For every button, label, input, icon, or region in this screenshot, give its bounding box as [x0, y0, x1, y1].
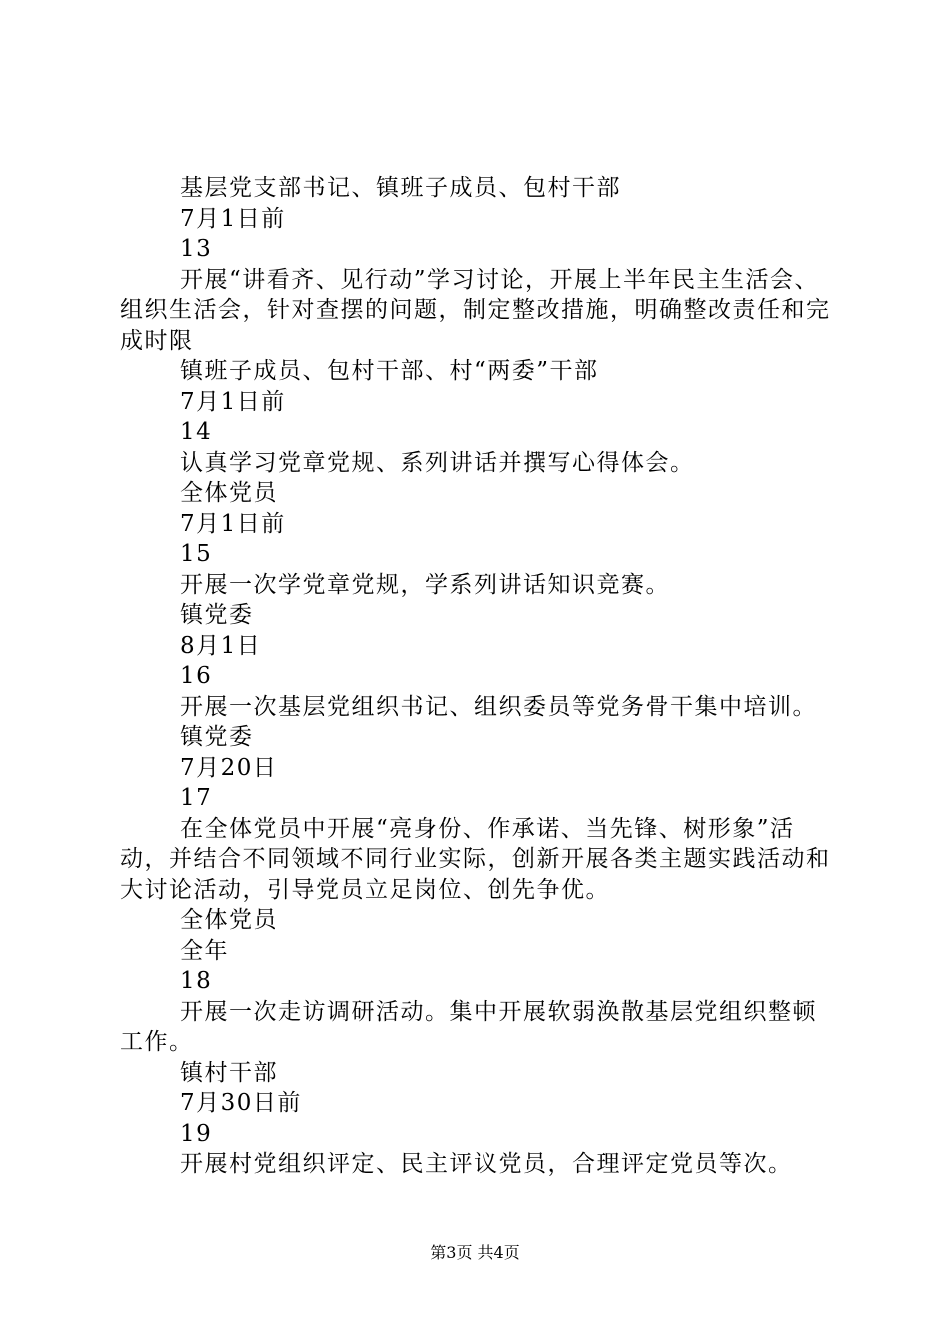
- page-footer: [0, 1243, 950, 1263]
- text-paragraph: 在全体党员中开展“亮身份、作承诺、当先锋、树形象”活动，并结合不同领域不同行业实际，创新开展各类主题实践活动和大讨论活动，引导党员立足岗位、创先争优。: [120, 815, 831, 903]
- text-line: 全体党员: [180, 480, 278, 506]
- text-paragraph: 开展一次学党章党规，学系列讲话知识竞赛。: [180, 571, 670, 598]
- text-line: 7月1日前: [180, 388, 286, 415]
- text-paragraph: 开展村党组织评定、民主评议党员，合理评定党员等次。: [180, 1151, 793, 1177]
- text-line: 镇党委: [180, 724, 254, 750]
- text-line: 7月20日: [180, 754, 278, 781]
- page-number-label: 第3页 共4页: [430, 1243, 520, 1262]
- item-number: 13: [180, 236, 213, 262]
- text-line: 全年: [180, 937, 229, 964]
- text-line: 8月1日: [180, 632, 262, 659]
- text-line: 7月1日前: [180, 205, 286, 232]
- item-number: 18: [180, 968, 213, 994]
- text-paragraph: 认真学习党章党规、系列讲话并撰写心得体会。: [180, 449, 695, 476]
- text-line: 全体党员: [180, 907, 278, 933]
- text-line: 镇班子成员、包村干部、村“两委”干部: [180, 358, 599, 384]
- text-paragraph: 开展一次基层党组织书记、组织委员等党务骨干集中培训。: [180, 693, 817, 720]
- text-line: 7月1日前: [180, 510, 286, 537]
- item-number: 19: [180, 1120, 213, 1147]
- text-paragraph: 开展一次走访调研活动。集中开展软弱涣散基层党组织整顿工作。: [120, 998, 817, 1055]
- text-line: 基层党支部书记、镇班子成员、包村干部: [180, 175, 621, 201]
- item-number: 15: [180, 541, 213, 567]
- document-body: [120, 173, 840, 1180]
- text-paragraph: 开展“讲看齐、见行动”学习讨论，开展上半年民主生活会、组织生活会，针对查摆的问题，制定整改措施，明确整改责任和完成时限: [120, 266, 831, 354]
- text-line: 镇党委: [180, 602, 254, 628]
- text-line: 7月30日前: [180, 1090, 302, 1116]
- item-number: 16: [180, 663, 213, 689]
- item-number: 14: [180, 419, 213, 445]
- item-number: 17: [180, 785, 213, 811]
- text-line: 镇村干部: [180, 1059, 278, 1086]
